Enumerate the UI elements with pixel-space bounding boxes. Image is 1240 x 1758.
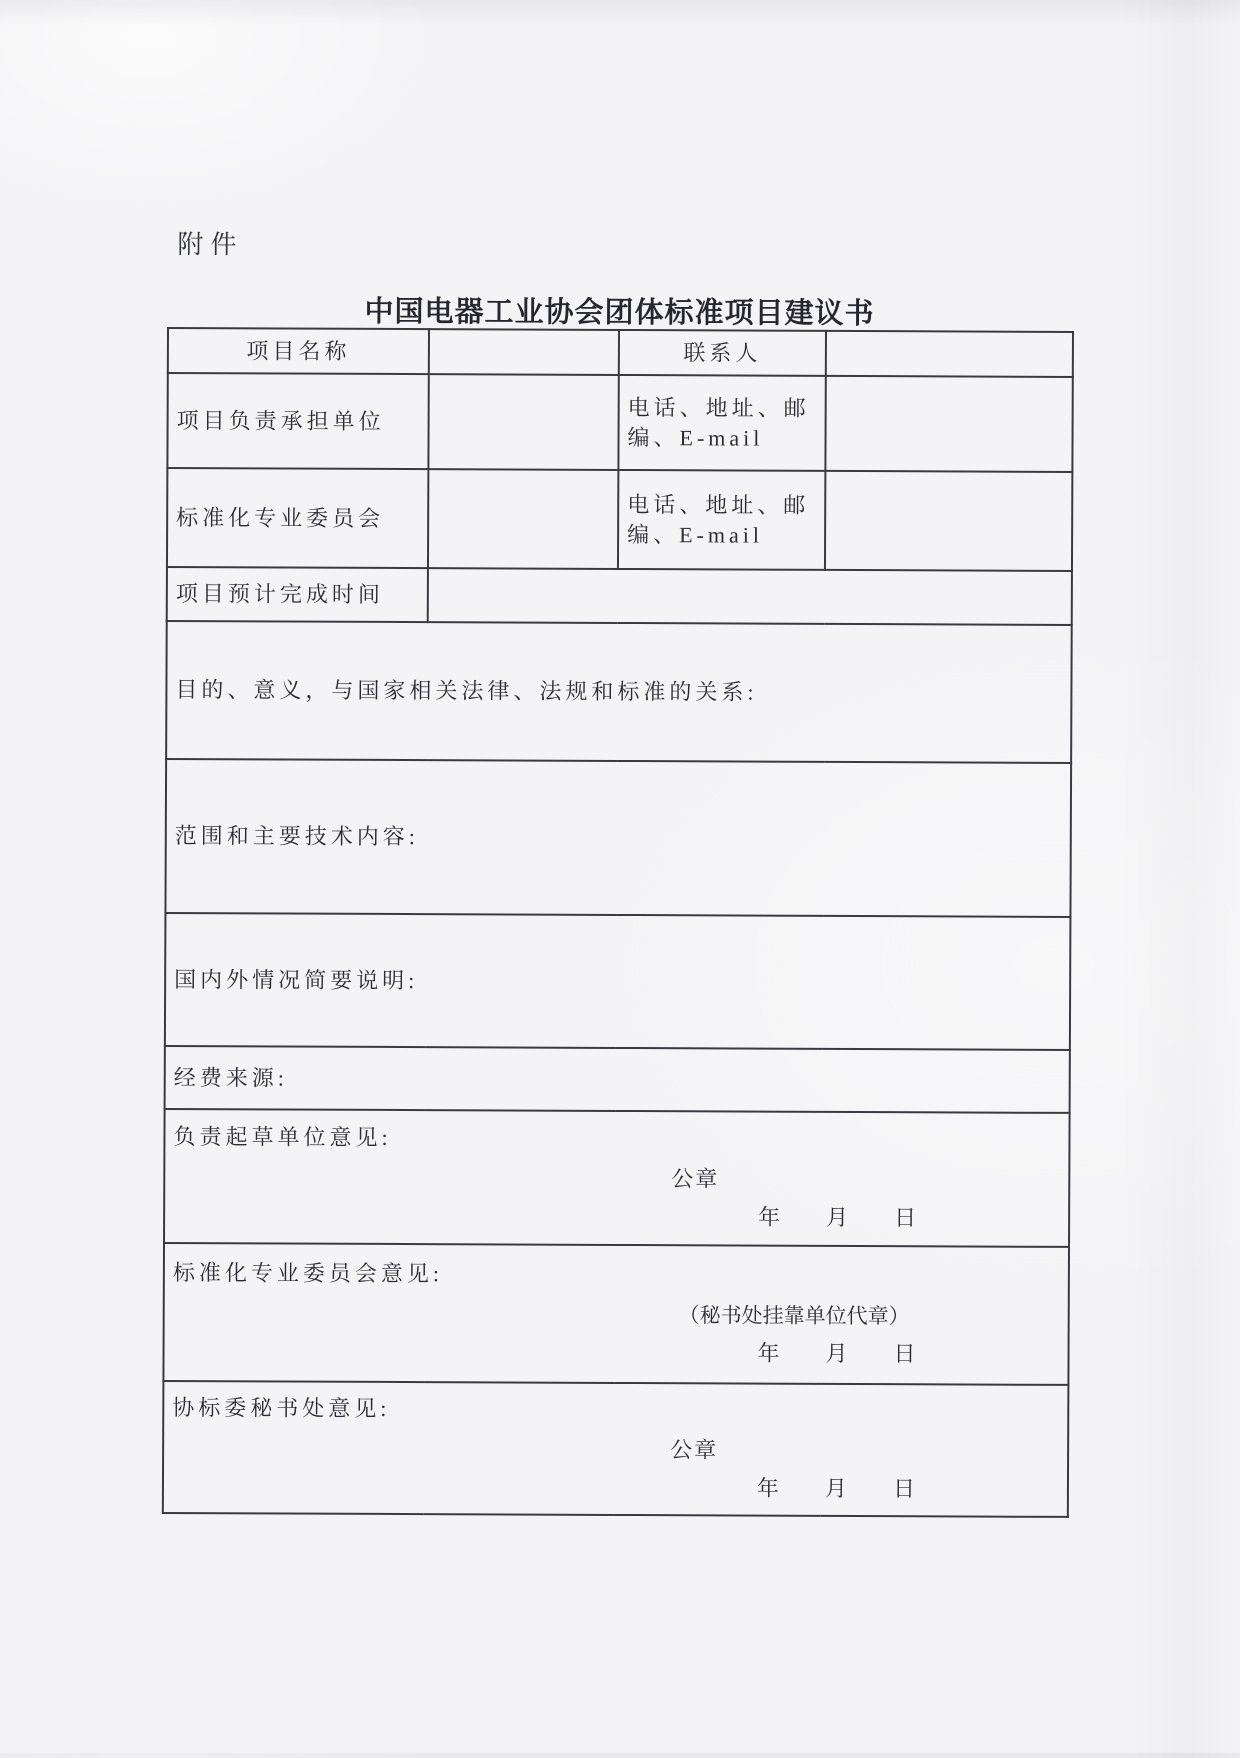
attachment-label: 附件 [177, 230, 244, 260]
secretariat-opinion-cell [163, 1381, 1069, 1517]
row-drafting-unit-opinion [164, 1109, 1070, 1247]
contact-details-2-value-cell [825, 471, 1072, 571]
document-title: 中国电器工业协会团体标准项目建议书 [364, 295, 875, 331]
date-day-1: 日 [894, 1205, 921, 1231]
label-purpose-significance: 目的、意义，与国家相关法律、法规和标准的关系: [175, 677, 758, 705]
label-funding-source: 经费来源: [173, 1064, 288, 1091]
label-drafting-unit-opinion: 负责起草单位意见: [173, 1124, 392, 1150]
secretariat-seal-note: （秘书处挂靠单位代章） [678, 1303, 910, 1329]
responsible-unit-value-cell [428, 374, 618, 470]
label-responsible-unit: 项目负责承担单位 [167, 373, 428, 469]
date-line-3 [757, 1475, 919, 1504]
date-line-2 [757, 1340, 919, 1369]
label-standardization-committee: 标准化专业委员会 [167, 468, 428, 568]
row-standardization-committee [167, 468, 1072, 571]
drafting-unit-opinion-cell [164, 1109, 1070, 1247]
date-year-3: 年 [756, 1475, 784, 1501]
contact-details-1-value-cell [825, 376, 1072, 472]
date-day-2: 日 [893, 1341, 920, 1367]
standardization-committee-value-cell [428, 469, 618, 569]
row-secretariat-opinion [163, 1381, 1069, 1517]
scope-technical-content-cell [165, 759, 1071, 917]
contact-person-value-cell [826, 331, 1073, 377]
label-project-name: 项目名称 [168, 328, 429, 374]
proposal-form-table [162, 327, 1074, 1518]
label-expected-completion: 项目预计完成时间 [167, 567, 428, 622]
official-seal-placeholder-1: 公章 [671, 1166, 720, 1192]
domestic-foreign-overview-cell [165, 913, 1071, 1050]
date-year-2: 年 [757, 1340, 784, 1366]
date-line-1 [758, 1204, 920, 1233]
label-secretariat-opinion: 协标委秘书处意见: [172, 1395, 391, 1421]
purpose-significance-cell [166, 621, 1072, 763]
date-month-2: 月 [825, 1340, 852, 1366]
label-scope-technical-content: 范围和主要技术内容: [174, 823, 419, 850]
date-month-3: 月 [824, 1475, 852, 1501]
row-funding-source [165, 1046, 1070, 1113]
label-contact-details-2: 电话、地址、邮编、E-mail [618, 470, 825, 570]
official-seal-placeholder-2: 公章 [670, 1437, 719, 1463]
row-committee-opinion [163, 1243, 1069, 1385]
row-scope-technical-content [165, 759, 1071, 917]
expected-completion-value-cell [428, 568, 1072, 625]
date-day-3: 日 [892, 1476, 920, 1502]
label-committee-opinion: 标准化专业委员会意见: [172, 1260, 444, 1287]
project-name-value-cell [429, 329, 619, 375]
row-project-name [168, 328, 1073, 377]
label-contact-person: 联系人 [619, 330, 826, 376]
label-domestic-foreign-overview: 国内外情况简要说明: [174, 966, 419, 993]
date-month-1: 月 [826, 1204, 853, 1230]
row-expected-completion [167, 567, 1072, 625]
date-year-1: 年 [758, 1204, 785, 1230]
funding-source-cell [165, 1046, 1070, 1113]
label-contact-details-1: 电话、地址、邮编、E-mail [618, 375, 825, 471]
row-responsible-unit [167, 373, 1072, 472]
committee-opinion-cell [163, 1243, 1069, 1385]
row-domestic-foreign-overview [165, 913, 1071, 1050]
row-purpose-significance [166, 621, 1072, 763]
